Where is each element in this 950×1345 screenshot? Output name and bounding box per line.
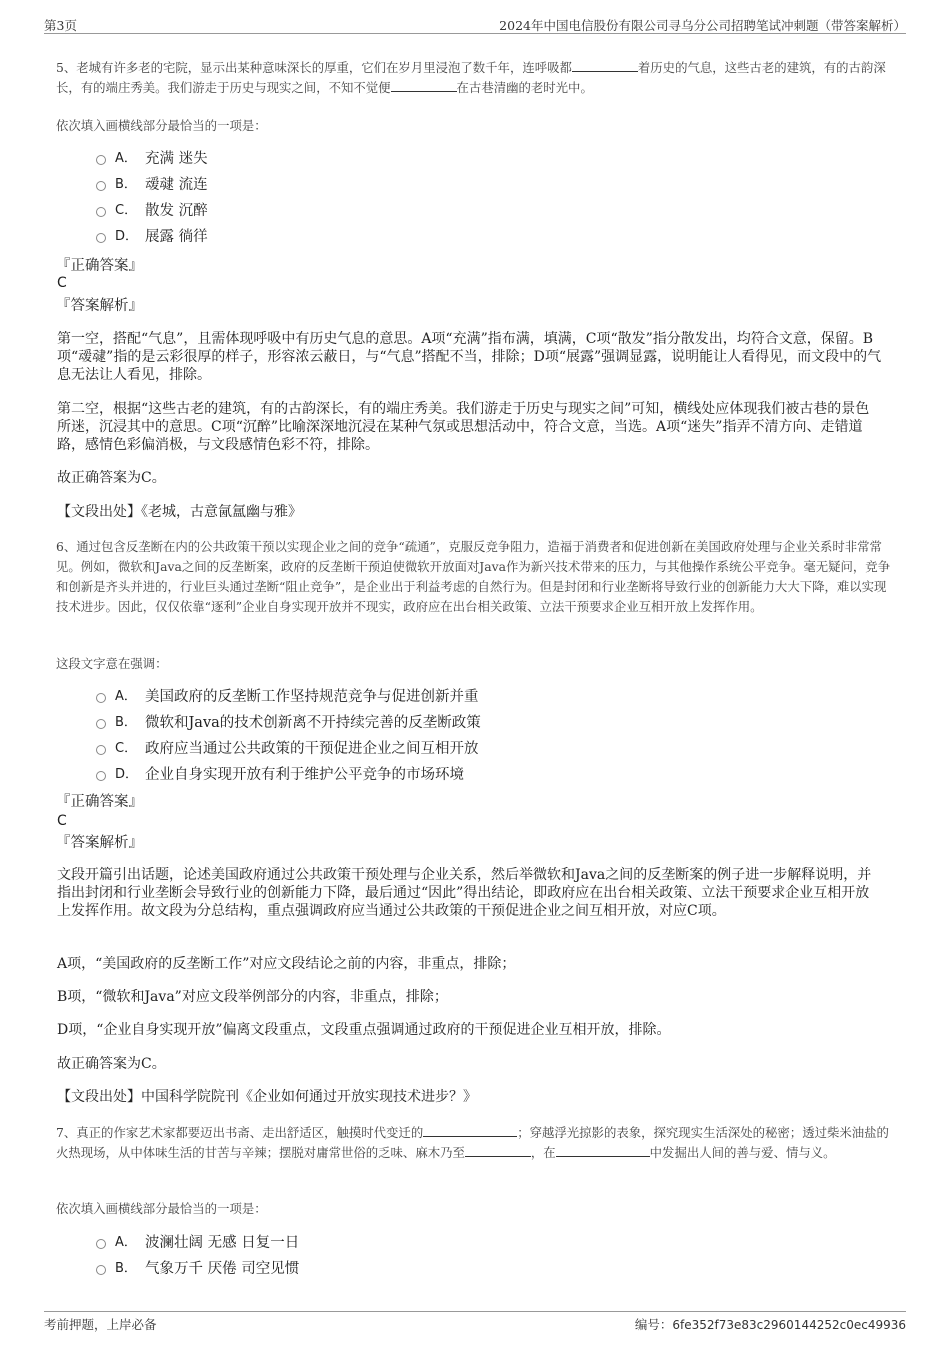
answer-label: 『正确答案』 — [56, 794, 143, 810]
radio-button[interactable] — [96, 207, 106, 217]
analysis-option-note: D项，“企业自身实现开放”偏离文段重点，文段重点强调通过政府的干预促进企业互相开放，排除。 — [57, 1022, 671, 1038]
question-7-stem: 7、真正的作家艺术家都要迈出书斋、走出舒适区，触摸时代变迁的 ；穿越浮光掠影的表象，探究现实生活深处的秘密；透过柴米油盐的火热现场，从中体味生活的甘苦与辛辣；摆脱对庸常世俗的乏味、麻木乃至 ，在 中发掘出人间的善与爱、情与义。 — [56, 1125, 889, 1160]
blank-line — [391, 80, 457, 92]
analysis-paragraph: 第二空，根据“这些古老的建筑，有的古韵深长，有的端庄秀美。我们游走于历史与现实之间”可知，横线处应体现我们被古巷的景色所迷，沉浸其中的意思。C项“沉醉”比喻深深地沉浸在某种气氛或思想活动中，符合文意，当选。A项“迷失”指弄不清方向、走错道路，感情色彩偏消极，与文段感情色彩不符，排除。 — [57, 401, 870, 453]
passage-source: 【文段出处】《老城，古意氤氲幽与雅》 — [57, 504, 302, 520]
radio-button[interactable] — [96, 693, 106, 703]
analysis-option-note: B项，“微软和Java”对应文段举例部分的内容，非重点，排除； — [57, 989, 448, 1005]
analysis-label: 『答案解析』 — [56, 835, 143, 851]
page-header — [44, 14, 906, 34]
question-5-stem: 5、老城有许多老的宅院，显示出某种意味深长的厚重，它们在岁月里浸泡了数千年，连呼吸都 着历史的气息，这些古老的建筑，有的古韵深长，有的端庄秀美。我们游走于历史与现实之间，不知不觉便 在古巷清幽的老时光中。 — [56, 60, 886, 95]
document-title: 2024年中国电信股份有限公司寻乌分公司招聘笔试冲刺题（带答案解析） — [499, 18, 906, 33]
blank-line — [572, 60, 638, 72]
radio-button[interactable] — [96, 1239, 106, 1249]
question-7-instruction: 依次填入画横线部分最恰当的一项是： — [56, 1201, 267, 1216]
radio-button[interactable] — [96, 181, 106, 191]
footer-slogan: 考前押题，上岸必备 — [44, 1317, 157, 1332]
analysis-conclusion: 故正确答案为C。 — [57, 1056, 166, 1072]
question-5-instruction: 依次填入画横线部分最恰当的一项是： — [56, 118, 267, 133]
answer-value: C — [57, 813, 67, 829]
analysis-conclusion: 故正确答案为C。 — [57, 470, 166, 486]
radio-button[interactable] — [96, 771, 106, 781]
radio-button[interactable] — [96, 1265, 106, 1275]
page-number: 第3页 — [44, 18, 77, 33]
question-6-stem: 6、通过包含反垄断在内的公共政策干预以实现企业之间的竞争“疏通”，克服反竞争阻力，造福于消费者和促进创新在美国政府处理与企业关系时非常常见。例如，微软和Java之间的反垄断案，政府的反垄断干预迫使微软开放面对Java作为新兴技术带来的压力，与其他操作系统公平竞争。毫无疑问，竞争和创新是齐头并进的，行业巨头通过垄断“阻止竞争”，是企业出于利益考虑的自然行为。但是封闭和行业垄断将导致行业的创新能力大大下降，难以实现技术进步。因此，仅仅依靠“逐利”企业自身实现开放并不现实，政府应在出台相关政策、立法干预要求企业互相开放上发挥作用。 — [56, 539, 891, 614]
question-6-instruction: 这段文字意在强调： — [56, 656, 168, 671]
answer-label: 『正确答案』 — [56, 258, 143, 274]
radio-button[interactable] — [96, 233, 106, 243]
analysis-paragraph: 文段开篇引出话题，论述美国政府通过公共政策干预处理与企业关系，然后举微软和Java之间的反垄断案的例子进一步解释说明，并指出封闭和行业垄断会导致行业的创新能力下降，最后通过“因此”得出结论，即政府应在出台相关政策、立法干预要求企业互相开放上发挥作用。故文段为分总结构，重点强调政府应当通过公共政策的干预促进企业之间互相开放，对应C项。 — [57, 867, 872, 919]
blank-line — [423, 1125, 517, 1137]
analysis-label: 『答案解析』 — [56, 298, 143, 314]
analysis-option-note: A项，“美国政府的反垄断工作”对应文段结论之前的内容，非重点，排除； — [57, 956, 516, 972]
radio-button[interactable] — [96, 155, 106, 165]
document-code: 编号：6fe352f73e83c2960144252c0ec49936 — [634, 1317, 906, 1332]
page-footer — [44, 1311, 906, 1333]
passage-source: 【文段出处】中国科学院院刊《企业如何通过开放实现技术进步？》 — [57, 1089, 477, 1105]
answer-value: C — [57, 275, 67, 291]
radio-button[interactable] — [96, 719, 106, 729]
analysis-paragraph: 第一空，搭配“气息”，且需体现呼吸中有历史气息的意思。A项“充满”指布满，填满，C项“散发”指分散发出，均符合文意，保留。B项“叆叇”指的是云彩很厚的样子，形容浓云蔽日，与“气息”搭配不当，排除；D项“展露”强调显露，说明能让人看得见，而文段中的气息无法让人看见，排除。 — [57, 331, 882, 383]
blank-line — [556, 1145, 650, 1157]
blank-line — [465, 1145, 531, 1157]
radio-button[interactable] — [96, 745, 106, 755]
